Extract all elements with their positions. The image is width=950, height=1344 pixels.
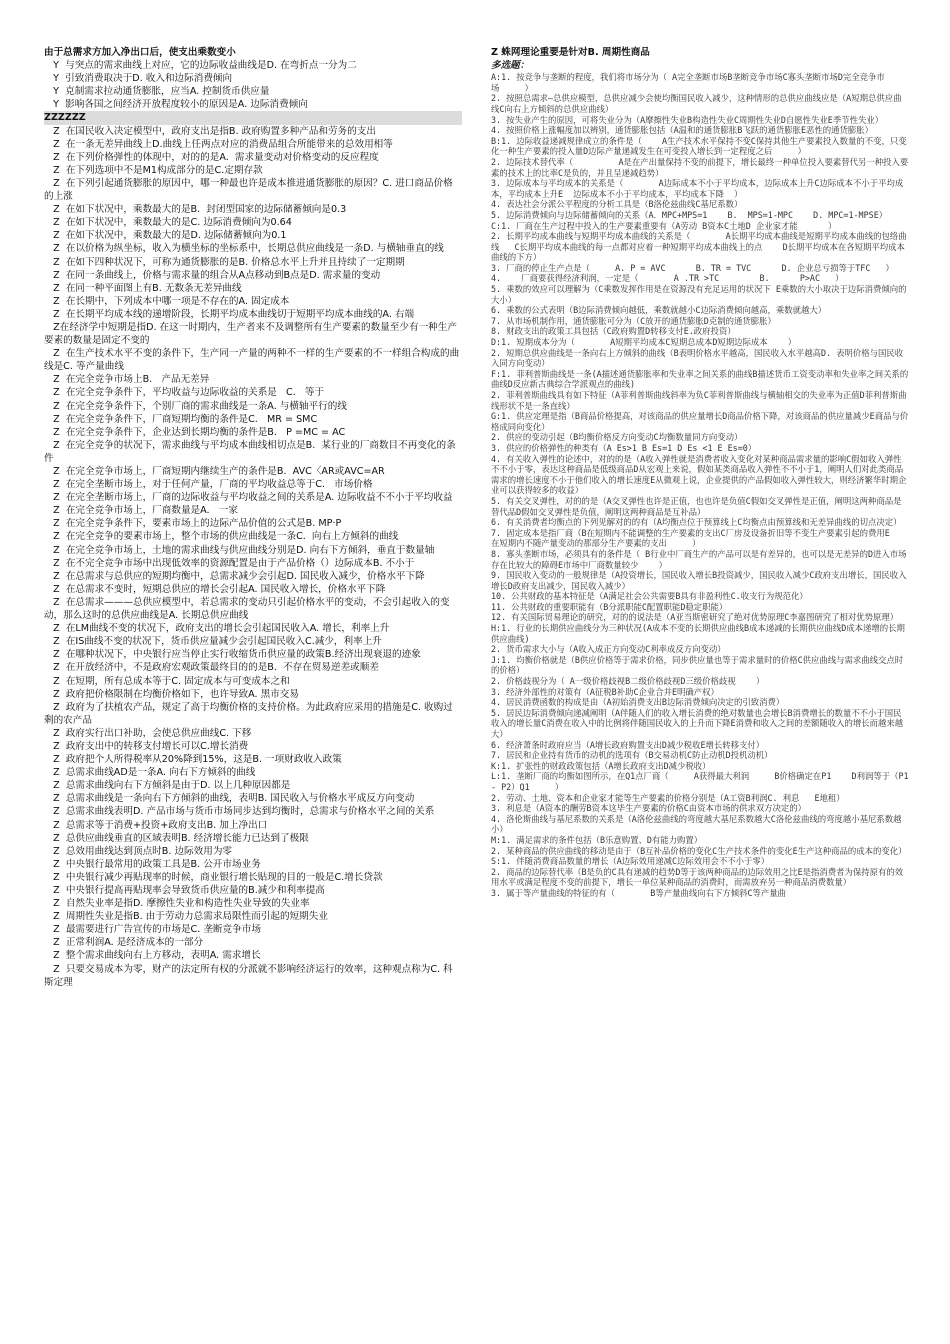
question-line: Z 在如下状况中，乘数最大的是B. 封闭型国家的边际储蓄倾向是0.3 bbox=[44, 204, 347, 216]
answer-line: 9. 国民收入变动的一般规律是（A投资增长，国民收入增长B投资减少，国民收入减少C政府支出增长，国民收入增长D政府支出减少，国民收入减少） bbox=[491, 570, 907, 591]
question-line: Z 只要交易成本为零，财产的法定所有权的分派就不影响经济运行的效率，这种观点称为C. 科斯定理 bbox=[44, 963, 453, 988]
answer-line: 10. 公共财政的基本特征是（A满足社会公共需要B具有非盈利性C.收支行为规范化） bbox=[491, 591, 808, 602]
answer-line: 3. 按失业产生的原因，可将失业分为（A摩擦性失业B构造性失业C周期性失业D自愿性失业E季节性失业） bbox=[491, 114, 884, 125]
answer-line: 2. 按照总需求—总供应模型，总供应减少会使均衡国民收入减少，这种情形的总供应曲线应是（A短期总供应曲线C向右上方倾斜的总供应曲线） bbox=[491, 93, 902, 114]
question-line: Z在经济学中短期是指D. 在这一时期内，生产者来不及调整所有生产要素的数量至少有一种生产要素的数量是固定不变的 bbox=[44, 321, 457, 347]
answer-line: B:1. 边际收益递减规律成立的条件是（ A生产技术水平保持不变C保持其他生产要素投入数量的不变，只变化一种生产要素的投入量D边际产量递减发生在可变投入增长到一定程度之后 ） bbox=[491, 135, 907, 157]
answer-line: 6. 有关消费者均衡点的下列见解对的的有（A均衡点位于预算线上C均衡点由预算线和无差异曲线的切点决定） bbox=[491, 517, 902, 528]
question-line: Z 政府实行出口补助，会使总供应曲线C. 下移 bbox=[44, 727, 252, 739]
answer-line: 3. 属于等产量曲线的特征的有（ B等产量曲线向右下方倾斜C等产量曲 bbox=[491, 887, 787, 898]
question-line: Z 周期性失业是指B. 由于劳动力总需求局限性而引起的短期失业 bbox=[44, 911, 328, 923]
question-line: Z 在以价格为纵坐标，收入为横坐标的坐标系中，长期总供应曲线是一条D. 与横轴垂直的线 bbox=[44, 243, 444, 255]
answer-line: 2. 劳动、土地、资本和企业家才能等生产要素的价格分别是（A工资B利润C. 利息 E地租） bbox=[491, 792, 845, 803]
question-line: Z 在开放经济中，不是政府宏观政策最终目的的是B. 不存在贸易逆差或顺差 bbox=[44, 662, 379, 674]
answer-line: 2. 供应的变动引起（B均衡价格反方向变动C均衡数量同方向变动） bbox=[491, 432, 743, 443]
answer-line: 5. 居民边际消费倾向递减阐明（A伴随人们的收入增长消费的绝对数量也会增长B消费增长的数量不不小于国民收入的增长量C消费在收入中的比例将伴随国民收入的上升而下降E消费和收入之间的差额随收入的增长而越来越大） bbox=[491, 707, 904, 739]
question-line: Z 政府把价格限制在均衡价格如下，也许导致A. 黑市交易 bbox=[44, 688, 299, 700]
question-line: Z 政府支出中的转移支付增长可以C.增长消费 bbox=[44, 740, 249, 752]
question-line: Z 自然失业率是指D. 摩擦性失业和构造性失业导致的失业率 bbox=[44, 898, 310, 910]
question-line: Z 最需要进行广告宣传的市场是C. 垄断竞争市场 bbox=[44, 924, 261, 936]
question-line: Z 总需求曲线向右下方倾斜是由于D. 以上几种原因都是 bbox=[44, 780, 291, 792]
right-lines bbox=[491, 72, 916, 898]
question-line: Z 在长期平均成本线的递增阶段，长期平均成本曲线切于短期平均成本曲线的A. 右端 bbox=[44, 308, 415, 320]
answer-line: 7. 从市场机制作用，通货膨胀可分为（C放开的通货膨胀D克制的通货膨胀） bbox=[491, 315, 776, 326]
question-line: Z 在总需求与总供应的短期均衡中，总需求减少会引起D. 国民收入减少，价格水平下降 bbox=[44, 570, 425, 582]
answer-line: K:1. 扩张性的财政政策包括（A增长政府支出D减少税收） bbox=[491, 760, 711, 771]
left-column bbox=[44, 46, 462, 989]
question-line: Y 克制需求拉动通货膨胀，应当A. 控制货币供应量 bbox=[44, 86, 270, 98]
answer-line: 5. 有关交叉弹性，对的的是（A交叉弹性也许是正值，也也许是负值C假如交叉弹性是正值，阐明这两种商品是替代品D假如交叉弹性是负值，阐明这两种商品是互补品） bbox=[491, 495, 902, 517]
question-line: Z 整个需求曲线向右上方移动，表明A. 需求增长 bbox=[44, 950, 261, 962]
answer-line: 2. 长期平均成本曲线与短期平均成本曲线的关系是（ A长期平均成本曲线是短期平均成本曲线的包络曲线 C长期平均成本曲线的每一点都对应着一种短期平均成本曲线上的点 D长期平均成本在各短期平均成本曲线的下方） bbox=[491, 231, 907, 263]
answer-line: 8. 寡头垄断市场，必须具有的条件是（ B行业中厂商生产的产品可以是有差异的，也可以是无差异的D进入市场存在比较大的障碍E市场中厂商数量较少 ） bbox=[491, 548, 907, 570]
answer-line: 4. 居民消费函数的构成是由（A初始消费支出B边际消费倾向决定的引致消费） bbox=[491, 697, 785, 708]
answer-line: 4. 洛伦斯曲线与基尼系数的关系是（A洛伦兹曲线的弯度越大基尼系数越大C洛伦兹曲线的弯度越小基尼系数越小） bbox=[491, 813, 902, 835]
question-line: Z 在如下状况中，乘数最大的是C. 边际消费倾向为0.64 bbox=[44, 217, 292, 229]
question-line: Z 在国民收入决定模型中，政府支出是指B. 政府购置多种产品和劳务的支出 bbox=[44, 125, 376, 137]
question-line: Z 在下列选项中不是M1构成部分的是C.定期存款 bbox=[44, 164, 263, 176]
question-line: Z 政府为了扶植农产品，规定了高于均衡价格的支持价格。为此政府应采用的措施是C. 收购过剩的农产品 bbox=[44, 701, 453, 726]
question-line: Z 总需求曲线是一条向右下方倾斜的曲线，表明B. 国民收入与价格水平成反方向变动 bbox=[44, 793, 415, 805]
question-line: Z 在生产技术水平不变的条件下，生产同一产量的两种不一样的生产要素的不一样组合构成的曲线是C. 等产量曲线 bbox=[44, 348, 460, 373]
question-line: Z 在IS曲线不变的状况下，货币供应量减少会引起国民收入C.减少，利率上升 bbox=[44, 636, 382, 648]
question-line: Z 在完全垄断市场上，对于任何产量，厂商的平均收益总等于C. 市场价格 bbox=[44, 479, 373, 491]
question-line: Z 在完全竞争条件下，厂商短期均衡的条件是C. MR = SMC bbox=[44, 413, 318, 425]
answer-line: 2. 某种商品的供应曲线的移动是由于（B互补品价格的变化C生产技术条件的变化E生产这种商品的成本的变化） bbox=[491, 845, 907, 856]
question-line: Y 影响各国之间经济开放程度较小的原因是A. 边际消费倾向 bbox=[44, 99, 308, 111]
question-line: Z 在完全竞争市场上，土地的需求曲线与供应曲线分别是D. 向右下方倾斜，垂直于数量轴 bbox=[44, 544, 435, 556]
answer-line: 3. 利息是（A资本的酬劳B资本这毕生产要素的价格C由资本市场的供求双方决定的） bbox=[491, 803, 807, 814]
question-line: Z 在短期，所有总成本等于C. 固定成本与可变成本之和 bbox=[44, 675, 290, 687]
multiple-choice-heading: 多选题： bbox=[491, 60, 530, 72]
question-line: Z 总需求曲线AD是一条A. 向右下方倾斜的曲线 bbox=[44, 767, 256, 779]
question-line: Z 在不完全竞争市场中出现低效率的资源配置是由于产品价格（）边际成本B. 不小于 bbox=[44, 557, 415, 569]
answer-line: D:1. 短期成本分为（ A短期平均成本C短期总成本D短期边际成本 ） bbox=[491, 337, 797, 348]
question-line: Z 在完全竞争的状况下，需求曲线与平均成本曲线相切点是B. 某行业的厂商数目不再变化的条件 bbox=[44, 439, 456, 464]
answer-line: G:1. 供应定理是指（B商品价格提高，对该商品的供应量增长D商品价格下降，对该商品的供应量减少E商品与价格成同向变化） bbox=[491, 411, 909, 432]
answer-line: 6. 乘数的公式表明（B边际消费倾向越低，乘数就越小C边际消费倾向越高，乘数就越大） bbox=[491, 305, 827, 316]
answer-line: 7. 固定成本是指厂商（B在短期内不能调整的生产要素的支出C厂房及设备折旧等不变生产要素引起的费用E 在短期内不随产量变动的那部分生产要素的支出 ） bbox=[491, 527, 915, 549]
answer-line: 5. 边际消费倾向与边际储蓄倾向的关系（A．MPC+MPS=1 B. MPS=1-MPC D. MPC=1-MPSE） bbox=[491, 209, 888, 220]
question-line: Z 在完全竞争条件下，个别厂商的需求曲线是一条A. 与横轴平行的线 bbox=[44, 400, 347, 412]
answer-line: 2. 价格歧视分为（ A一级价格歧视B二级价格歧视D三级价格歧视 ） bbox=[491, 676, 765, 687]
question-line: Y 引致消费取决于D. 收入和边际消费倾向 bbox=[44, 73, 233, 85]
question-line: Z 在下列价格弹性的体现中，对的的是A. 需求量变动对价格变动的反应程度 bbox=[44, 151, 379, 163]
answer-line: 2. 菲利普斯曲线具有如下特征（A菲利普斯曲线斜率为负C菲利普斯曲线与横轴相交的失业率为正值D菲利普斯曲线形状不是一条直线） bbox=[491, 390, 907, 411]
answer-line: 3. 边际成本与平均成本的关系是（ A边际成本不小于平均成本，边际成本上升C边际成本不小于平均成本，平均成本上升E 边际成本不小于平均成本，平均成本下降 ） bbox=[491, 178, 904, 199]
answer-line: J:1. 均衡价格就是（B供应价格等于需求价格，同步供应量也等于需求量时的价格C供应曲线与需求曲线交点时的价格） bbox=[491, 654, 904, 676]
question-line: Z 在长期中，下列成本中哪一项是不存在的A. 固定成本 bbox=[44, 295, 290, 307]
answer-line: 2. 短期总供应曲线是一条向右上方倾斜的曲线（B表明价格水平越高，国民收入水平越高D. 表明价格与国民收入同方向变动） bbox=[491, 347, 904, 369]
answer-line: 4. 表达社会分派公平程度的分析工具是（B洛伦兹曲线C基尼系数） bbox=[491, 199, 743, 210]
answer-line: A:1. 按竞争与垄断的程度，我们将市场分为（ A完全垄断市场B垄断竞争市场C寡头垄断市场D完全竞争市 场 ） bbox=[491, 72, 916, 93]
answer-line: 2. 货币需求大小与（A收入成正方向变动C利率成反方向变动） bbox=[491, 644, 726, 655]
answer-line: 6. 经济萧条时政府应当（A增长政府购置支出D减少税收E增长转移支付） bbox=[491, 739, 765, 750]
question-line: Z 总需求等于消费+投资+政府支出B. 加上净出口 bbox=[44, 819, 268, 831]
answer-line: 8. 财政支出的政策工具包括（C政府购置D转移支付E.政府投资） bbox=[491, 326, 736, 337]
question-line: Z 在完全竞争市场上，厂商数量是A. 一家 bbox=[44, 505, 238, 517]
answer-line: 12. 有关国际贸易理论的研究，对的的说法是（A亚当斯密研究了绝对优势原理C李嘉图研究了相对优势原理） bbox=[491, 612, 899, 623]
question-line: Z 总需求曲线表明D. 产品市场与货币市场同步达到均衡时，总需求与价格水平之间的关系 bbox=[44, 806, 435, 818]
right-column bbox=[491, 46, 916, 899]
answer-line: H:1. 行业的长期供应曲线分为三种状况(A成本不变的长期供应曲线B成本递减的长期供应曲线D成本递增的长期供应曲线) bbox=[491, 623, 905, 644]
answer-line: 11. 公共财政的重要职能有（B分派职能C配置职能D稳定职能） bbox=[491, 601, 728, 612]
question-line: ZZZZZZ bbox=[44, 111, 462, 124]
answer-line: 4. 厂商要获得经济利润，一定是（ A .TR >TC B. P>AC ） bbox=[491, 273, 844, 284]
question-line: Z 在总需求不变时，短期总供应的增长会引起A. 国民收入增长，价格水平下降 bbox=[44, 583, 386, 595]
question-line: Z 在如下四种状况下，可称为通货膨胀的是B. 价格总水平上升并且持续了一定期期 bbox=[44, 256, 405, 268]
answer-line: C:1. 厂商在生产过程中投入的生产要素重要有（A劳动 B资本C土地D 企业家才能 ） bbox=[491, 220, 837, 231]
answer-line: F:1. 菲利普斯曲线是一条(A描述通货膨胀率和失业率之间关系的曲线B描述货币工资变动率和失业率之间关系的曲线D反应新古典综合学派观点的曲线) bbox=[491, 368, 909, 390]
question-line: Z 中央银行最常用的政策工具是B. 公开市场业务 bbox=[44, 858, 261, 870]
question-line: Z 政府把个人所得税率从20%降到15%，这是B. 一项财政收入政策 bbox=[44, 754, 342, 766]
answer-line: 2. 边际技术替代率（ A是在产出量保持不变的前提下，增长最终一种单位投入要素替代另一种投入要素的技术上的比率C是负的，并且呈递减趋势） bbox=[491, 156, 909, 178]
question-line: Z 在如下状况中，乘数最大的是D. 边际储蓄倾向为0.1 bbox=[44, 230, 287, 242]
question-line: Z 在完全竞争条件下，要素市场上的边际产品价值的公式是B. MP·P bbox=[44, 518, 342, 530]
question-line: Z 在同一条曲线上，价格与需求量的组合从A点移动到B点是D. 需求量的变动 bbox=[44, 269, 381, 281]
answer-line: 3. 供应的价格弹性的种类有（A Es>1 B Es=1 D Es <1 E Es=0） bbox=[491, 442, 757, 453]
answer-line: 3. 厂商的停止生产点是（ A. P = AVC B. TR = TVC D. 企业总亏损等于TFC ） bbox=[491, 262, 894, 273]
question-line: Z 在总需求———总供应模型中，若总需求的变动只引起价格水平的变动，不会引起收入的变动，那么这时的总供应曲线是A. 长期总供应曲线 bbox=[44, 596, 450, 622]
question-line: Z 在下列引起通货膨胀的原因中，哪一种最也许是成本推进通货膨胀的原因？C. 进口商品价格的上涨 bbox=[44, 177, 453, 203]
question-line: Z 在完全竞争的要素市场上，整个市场的供应曲线是一条C. 向右上方倾斜的曲线 bbox=[44, 531, 399, 543]
question-line: Z 在完全竞争市场上B. 产品无差异 bbox=[44, 374, 210, 386]
answer-line: 7. 居民和企业持有货币的动机的选项有（B交易动机C防止动机D投机动机） bbox=[491, 750, 773, 761]
answer-line: 4. 有关收入弹性的论述中，对的的是（A收入弹性就是消费者收入变化对某种商品需求量的影响C假如收入弹性不不小于零，表达这种商品是低级商品D从宏观上来说，假如某类商品收入弹性不不小于1，阐明人们对此类商品需求的增长速度不小于他们收入的增长速度E从微观上说，企业提供的产品假如收入弹性较大，则经济繁华时期企业可以获得较多的收益） bbox=[491, 453, 907, 496]
answer-line: 3. 经济外部性的对策有（A征税B补助C企业合并E明确产权） bbox=[491, 686, 719, 697]
answer-line: 4. 按照价格上涨幅度加以辨别，通货膨胀包括（A温和的通货膨胀B飞跃的通货膨胀E恶性的通货膨胀） bbox=[491, 125, 873, 136]
question-line: Z 在完全竞争条件下，平均收益与边际收益的关系是 C. 等于 bbox=[44, 387, 325, 399]
question-line: Z 在完全垄断市场上，厂商的边际收益与平均收益之间的关系是A. 边际收益不不小于平均收益 bbox=[44, 492, 453, 504]
question-line: Z 在LM曲线不变的状况下，政府支出的增长会引起国民收入A. 增长，利率上升 bbox=[44, 623, 390, 635]
question-line: Z 中央银行减少再贴现率的时候，商业银行增长贴现的目的一般是C.增长贷款 bbox=[44, 871, 383, 883]
right-head-line: Z 蛛网理论重要是针对B. 周期性商品 bbox=[491, 47, 650, 58]
answer-line: 2. 商品的边际替代率（B是负的C具有递减的趋势D等于该两种商品的边际效用之比E是指消费者为保持原有的效用水平或满足程度不变的前提下，增长一单位某种商品的消费时，而需放弃另一种商品消费数量） bbox=[491, 866, 904, 888]
answer-line: M:1. 满足需求的条件包括（B乐意购置、D有能力购置） bbox=[491, 834, 703, 845]
question-line: Z 在同一种平面图上有B. 无数条无差异曲线 bbox=[44, 282, 242, 294]
answer-line: S:1. 伴随消费商品数量的增长（A边际效用递减C边际效用会不不小于零） bbox=[491, 856, 770, 867]
question-line: Z 中央银行提高再贴现率会导致货币供应量的B.减少和利率提高 bbox=[44, 885, 325, 896]
question-line: Z 在完全竞争条件下，企业达到长期均衡的条件是B. P =MC = AC bbox=[44, 426, 346, 438]
answer-line: 5. 乘数的效应可以理解为（C乘数发挥作用是在资源没有充足运用的状况下 E乘数的大小取决于边际消费倾向的大小） bbox=[491, 284, 907, 305]
question-line: Z 在完全竞争市场上，厂商短期内继续生产的条件是B. AVC〈AR或AVC=AR bbox=[44, 466, 385, 477]
question-line: 由于总需求方加入净出口后，使支出乘数变小 bbox=[44, 47, 236, 58]
answer-line: L:1. 垄断厂商的均衡如图所示，在Q1点厂商（ A获得最大利润 B价格确定在P1 D利润等于（P1 - P2）Q1 ） bbox=[491, 771, 914, 792]
question-line: Z 正常利润A. 是经济成本的一部分 bbox=[44, 937, 204, 949]
question-line: Z 在哪种状况下，中央银行应当停止实行收缩货币供应量的政策B.经济出现衰退的迹象 bbox=[44, 649, 421, 661]
question-line: Z 在一条无差异曲线上D.曲线上任两点对应的消费品组合所能带来的总效用相等 bbox=[44, 138, 393, 150]
question-line: Y 与突点的需求曲线上对应，它的边际收益曲线是D. 在弯折点一分为二 bbox=[44, 60, 357, 72]
question-line: Z 总供应曲线垂直的区域表明B. 经济增长能力已达到了极限 bbox=[44, 832, 309, 844]
question-line: Z 总效用曲线达到顶点时B. 边际效用为零 bbox=[44, 845, 233, 857]
